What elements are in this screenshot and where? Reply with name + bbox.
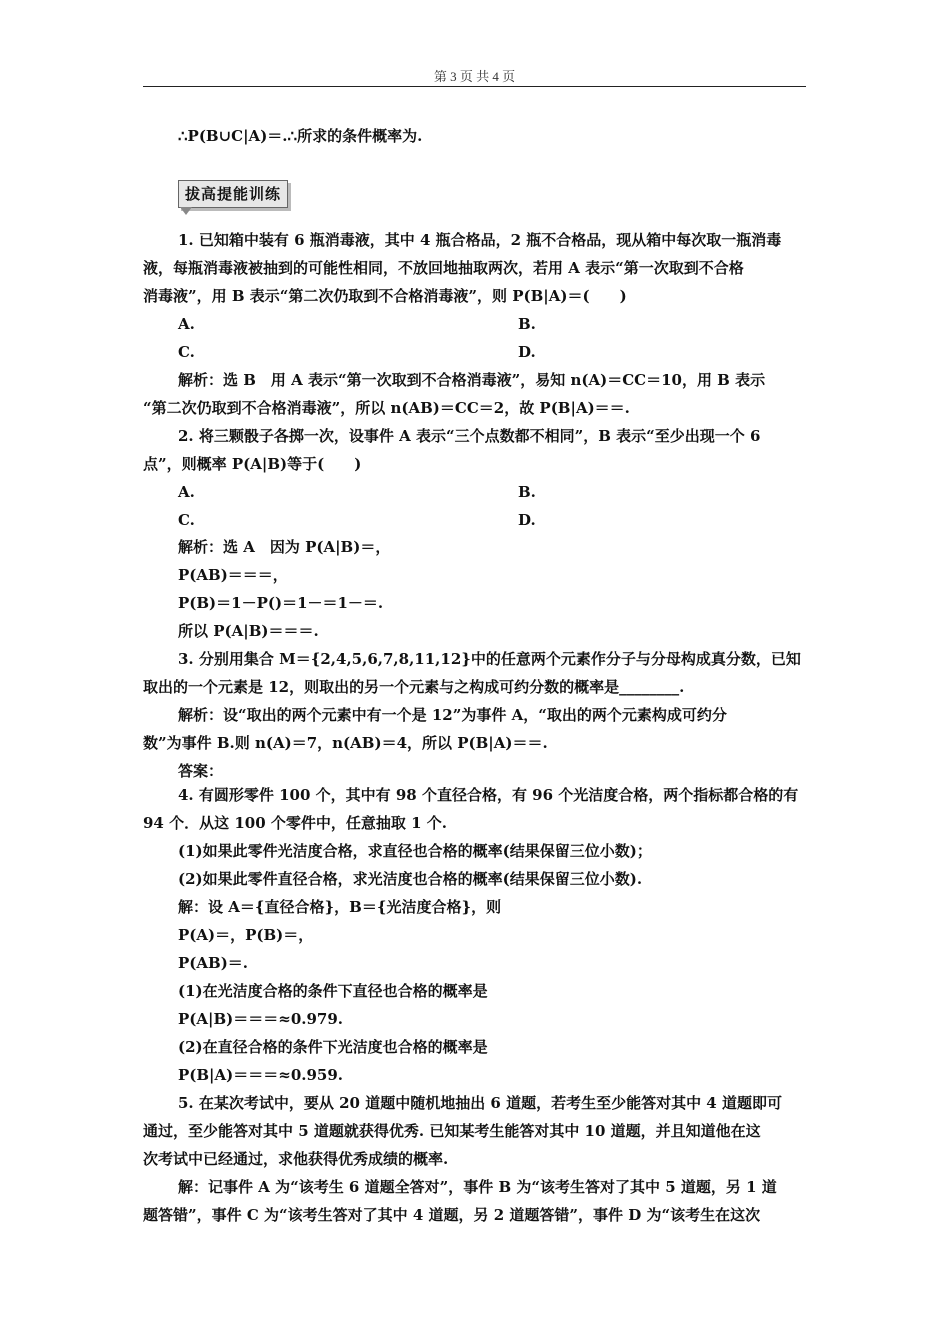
section-title-box (178, 180, 288, 208)
text-line-l36: P(B|A)＝＝＝≈0.959. (178, 1066, 344, 1084)
text-line-l39: 次考试中已经通过，求他获得优秀成绩的概率. (143, 1150, 449, 1168)
text-line-l08: D. (518, 343, 536, 361)
text-line-l06: B. (518, 315, 536, 333)
text-line-l27: 94 个．从这 100 个零件中，任意抽取 1 个. (143, 814, 447, 832)
text-line-l03: 液，每瓶消毒液被抽到的可能性相同，不放回地抽取两次，若用 A 表示“第一次取到不合格 (143, 259, 744, 277)
text-line-l26: 4. 有圆形零件 100 个，其中有 98 个直径合格，有 96 个光洁度合格，两个指标都合格的有 (178, 786, 799, 804)
text-line-l14: B. (518, 483, 536, 501)
text-line-l05: A. (178, 315, 195, 333)
page-header (143, 66, 806, 85)
text-line-l32: P(AB)＝. (178, 954, 249, 972)
section-title-pointer (180, 207, 192, 215)
text-line-l10: “第二次仍取到不合格消毒液”，所以 n(AB)＝CC＝2，故 P(B|A)＝＝. (143, 399, 630, 417)
text-line-l16: D. (518, 511, 536, 529)
text-line-l20: 所以 P(A|B)＝＝＝. (178, 622, 319, 640)
text-line-l13: A. (178, 483, 195, 501)
text-line-l02: 1. 已知箱中装有 6 瓶消毒液，其中 4 瓶合格品，2 瓶不合格品，现从箱中每次取一瓶消毒 (178, 231, 782, 249)
text-line-l24: 数”为事件 B.则 n(A)＝7，n(AB)＝4，所以 P(B|A)＝＝. (143, 734, 548, 752)
header-divider (143, 86, 806, 87)
text-line-l23: 解析：设“取出的两个元素中有一个是 12”为事件 A，“取出的两个元素构成可约分 (178, 706, 727, 724)
text-line-l37: 5. 在某次考试中，要从 20 道题中随机地抽出 6 道题，若考生至少能答对其中 4 道题即可 (178, 1094, 782, 1112)
text-line-l41: 题答错”，事件 C 为“该考生答对了其中 4 道题，另 2 道题答错”，事件 D 为“该考生在这次 (143, 1206, 761, 1224)
page-number-label: 第 3 页 共 4 页 (433, 69, 516, 84)
text-line-l15: C. (178, 511, 195, 529)
text-line-l22: 取出的一个元素是 12，则取出的另一个元素与之构成可约分数的概率是________. (143, 678, 685, 696)
text-line-l21: 3. 分别用集合 M＝{2,4,5,6,7,8,11,12}中的任意两个元素作分子与分母构成真分数，已知 (178, 650, 801, 668)
text-line-l25: 答案： (178, 762, 224, 780)
text-line-l11: 2. 将三颗骰子各掷一次，设事件 A 表示“三个点数都不相同”，B 表示“至少出现一个 6 (178, 427, 761, 445)
text-line-l01: ∴P(B∪C|A)＝.∴所求的条件概率为. (178, 127, 423, 145)
text-line-l33: (1)在光洁度合格的条件下直径也合格的概率是 (178, 982, 488, 1000)
text-line-l29: (2)如果此零件直径合格，求光洁度也合格的概率(结果保留三位小数). (178, 870, 643, 888)
text-line-l09: 解析：选 B 用 A 表示“第一次取到不合格消毒液”，易知 n(A)＝CC＝10，用 B 表示 (178, 371, 766, 389)
text-line-l38: 通过，至少能答对其中 5 道题就获得优秀. 已知某考生能答对其中 10 道题，并且知道他在这 (143, 1122, 761, 1140)
text-line-l18: P(AB)＝＝＝， (178, 566, 288, 584)
text-line-l40: 解：记事件 A 为“该考生 6 道题全答对”，事件 B 为“该考生答对了其中 5 道题，另 1 道 (178, 1178, 777, 1196)
text-line-l34: P(A|B)＝＝＝≈0.979. (178, 1010, 344, 1028)
text-line-l28: (1)如果此零件光洁度合格，求直径也合格的概率(结果保留三位小数)； (178, 842, 652, 860)
text-line-l12: 点”，则概率 P(A|B)等于( ) (143, 455, 362, 473)
text-line-l07: C. (178, 343, 195, 361)
text-line-l17: 解析：选 A 因为 P(A|B)＝， (178, 538, 391, 556)
section-title: 拔高提能训练 (184, 185, 281, 203)
text-line-l30: 解：设 A＝{直径合格}，B＝{光洁度合格}，则 (178, 898, 502, 916)
text-line-l31: P(A)＝，P(B)＝， (178, 926, 314, 944)
text-line-l19: P(B)＝1－P()＝1－＝1－＝. (178, 594, 384, 612)
text-line-l04: 消毒液”，用 B 表示“第二次仍取到不合格消毒液”，则 P(B|A)＝( ) (143, 287, 627, 305)
text-line-l35: (2)在直径合格的条件下光洁度也合格的概率是 (178, 1038, 488, 1056)
